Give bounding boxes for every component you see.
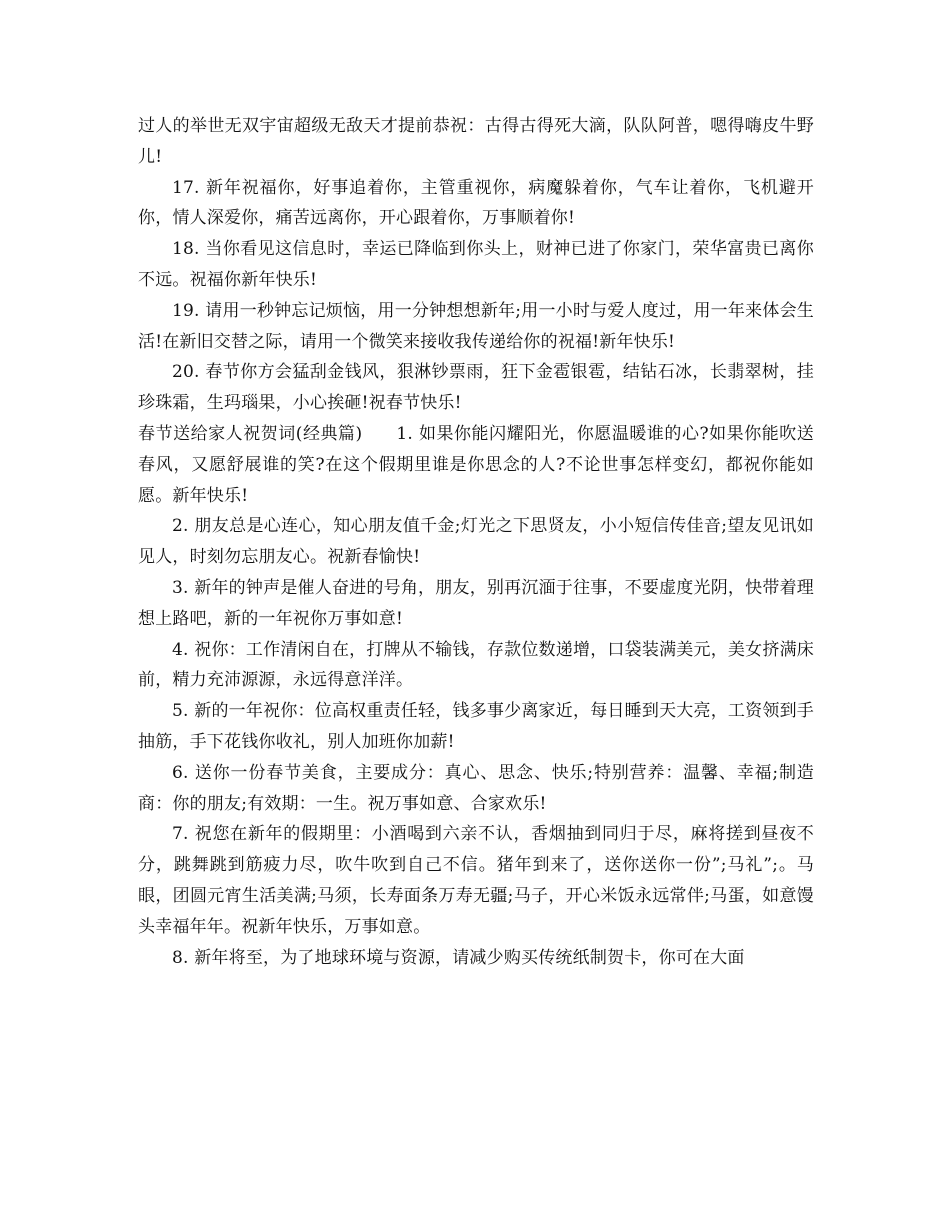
paragraph-19: 19. 请用一秒钟忘记烦恼，用一分钟想想新年;用一小时与爱人度过，用一年来体会生活!在新旧交替之际，请用一个微笑来接收我传递给你的祝福!新年快乐! (138, 300, 814, 352)
section-heading: 春节送给家人祝贺词(经典篇) (138, 423, 363, 444)
document-body (138, 111, 814, 973)
section-first-paragraph (138, 419, 814, 511)
section-item-3: 3. 新年的钟声是催人奋进的号角，朋友，别再沉湎于往事，不要虚度光阴，快带着理想上路吧，新的一年祝你万事如意! (138, 577, 814, 629)
section-item-2: 2. 朋友总是心连心，知心朋友值千金;灯光之下思贤友，小小短信传佳音;望友见讯如见人，时刻勿忘朋友心。祝新春愉快! (138, 516, 814, 568)
paragraph-20: 20. 春节你方会猛刮金钱风，狠淋钞票雨，狂下金雹银雹，结钻石冰，长翡翠树，挂珍珠霜，生玛瑙果，小心挨砸!祝春节快乐! (138, 362, 814, 414)
section-item-4: 4. 祝你：工作清闲自在，打牌从不输钱，存款位数递增，口袋装满美元，美女挤满床前，精力充沛源源，永远得意洋洋。 (138, 639, 814, 691)
section-item-6: 6. 送你一份春节美食，主要成分：真心、思念、快乐;特别营养：温馨、幸福;制造商：你的朋友;有效期：一生。祝万事如意、合家欢乐! (138, 762, 814, 814)
paragraph-18: 18. 当你看见这信息时，幸运已降临到你头上，财神已进了你家门，荣华富贵已离你不远。祝福你新年快乐! (138, 239, 814, 290)
section-item-5: 5. 新的一年祝你：位高权重责任轻，钱多事少离家近，每日睡到天大亮，工资领到手抽筋，手下花钱你收礼，别人加班你加薪! (138, 701, 814, 752)
section-item-7: 7. 祝您在新年的假期里：小酒喝到六亲不认，香烟抽到同归于尽，麻将搓到昼夜不分，跳舞跳到筋疲力尽，吹牛吹到自己不信。猪年到来了，送你送你一份”;马礼”;。马眼，团圆元宵生活美满;马须，长寿面条万寿无疆;马子，开心米饭永远常伴;马蛋，如意馒头幸福年年。祝新年快乐，万事如意。 (138, 824, 814, 937)
section-item-8: 8. 新年将至，为了地球环境与资源，请减少购买传统纸制贺卡，你可在大面 (172, 947, 745, 968)
section-item-1: 1. 如果你能闪耀阳光，你愿温暖谁的心?如果你能吹送春风，又愿舒展谁的笑?在这个假期里谁是你思念的人?不论世事怎样变幻，都祝你能如愿。新年快乐! (138, 423, 814, 506)
paragraph-continuation: 过人的举世无双宇宙超级无敌天才提前恭祝：古得古得死大滴，队队阿普，嗯得嗨皮牛野儿! (138, 116, 814, 167)
paragraph-17: 17. 新年祝福你，好事追着你，主管重视你，病魔躲着你，气车让着你，飞机避开你，情人深爱你，痛苦远离你，开心跟着你，万事顺着你! (138, 177, 814, 229)
